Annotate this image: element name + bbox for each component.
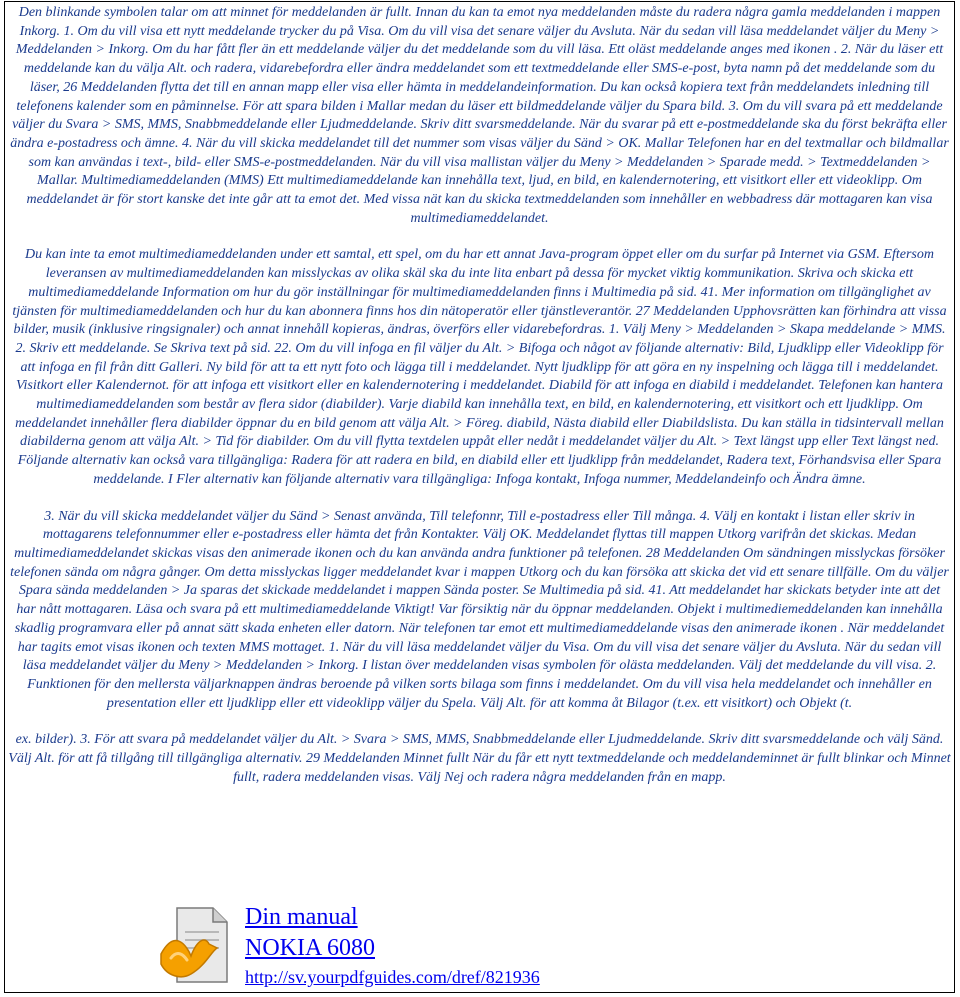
document-page (4, 1, 955, 993)
paragraph-4: ex. bilder). 3. För att svara på meddelandet väljer du Alt. > Svara > SMS, MMS, Snabbmeddelande eller Ljudmeddelande. Skriv ditt svarsmeddelande och välj Sänd. Välj Alt. för att få tillgång till tillgängliga alternativ. 29 Meddelanden Minnet fullt När du får ett nytt textmeddelande och meddelandeminnet är fullt blinkar och Minnet fullt, radera meddelanden visas. Välj Nej och radera några meddelanden från en mapp. (8, 732, 951, 785)
manual-url-link[interactable]: http://sv.yourpdfguides.com/dref/821936 (245, 967, 540, 987)
paragraph-3: 3. När du vill skicka meddelandet väljer du Sänd > Senast använda, Till telefonnr, Till e-postadress eller Till många. 4. Välj en kontakt i listan eller skriv in mottagarens telefonnummer eller e-postadress eller hämta det från Kontakter. Välj OK. Meddelandet flyttas till mappen Utkorg varifrån det skickas. Medan multimediameddelandet skickas visas den animerade ikonen och du kan använda andra funktioner på telefonen. 28 Meddelanden Om sändningen misslyckas försöker telefonen sända om några gånger. Om detta misslyckas ligger meddelandet kvar i mappen Utkorg och du kan försöka att skicka det vid ett senare tillfälle. Om du väljer Spara sända meddelanden > Ja sparas det skickade meddelandet i mappen Sända poster. Se Multimedia på sid. 41. Att meddelandet har skickats betyder inte att det har nått mottagaren. Läsa och svara på ett multimediameddelande Viktigt! Var försiktig när du öppnar meddelanden. Objekt i multimediemeddelanden kan innehålla skadlig programvara eller på annat sätt skada enheten eller datorn. När telefonen tar emot ett multimediameddelande visas den animerade ikonen . När meddelandet har tagits emot visas ikonen och texten MMS mottaget. 1. När du vill läsa meddelandet väljer du Visa. Om du vill visa det senare väljer du Avsluta. När du sedan vill läsa meddelandet väljer du Meny > Meddelanden > Inkorg. I listan över meddelanden visas symbolen för olästa meddelanden. Välj det meddelande du vill visa. 2. Funktionen för den mellersta väljarknappen ändras beroende på vilken sorts bilaga som finns i meddelandet. Om du vill visa hela meddelandet och innehåller en presentation eller ett ljudklipp eller ett videoklipp väljer du Spela. Välj Alt. för att komma åt Bilagor (t.ex. ett visitkort) och Objekt (t. (10, 508, 949, 711)
pdf-document-icon (157, 902, 243, 988)
paragraph-2: Du kan inte ta emot multimediameddelanden under ett samtal, ett spel, om du har ett annat Java-program öppet eller om du surfar på Internet via GSM. Eftersom leveransen av multimediameddelanden kan misslyckas av olika skäl ska du inte lita enbart på dessa för mycket viktig kommunikation. Skriva och skicka ett multimediameddelande Information om hur du gör inställningar för multimediameddelanden finns i Multimedia på sid. 41. Mer information om tillgänglighet av tjänsten för multimediameddelanden och hur du kan abonnera finns hos din nätoperatör eller tjänstleverantör. 27 Meddelanden Upphovsrätten kan förhindra att vissa bilder, musik (inklusive ringsignaler) och annat innehåll kopieras, ändras, överförs eller vidarebefordras. 1. Välj Meny > Meddelanden > Skapa meddelande > MMS. 2. Skriv ett meddelande. Se Skriva text på sid. 22. Om du vill infoga en fil väljer du Alt. > Bifoga och något av följande alternativ: Bild, Ljudklipp eller Videoklipp för att infoga en fil från ditt Galleri. Ny bild för att ta ett nytt foto och lägga till i meddelandet. Nytt ljudklipp för att göra en ny inspelning och lägga till i meddelandet. Visitkort eller Kalendernot. för att infoga ett visitkort eller en kalendernotering i meddelandet. Diabild för att infoga en diabild i meddelandet. Telefonen kan hantera multimediameddelanden som består av flera sidor (diabilder). Varje diabild kan innehålla text, en bild, en kalendernotering, ett visitkort och ett ljudklipp. Om meddelandet innehåller flera diabilder öppnar du en bild genom att välja Alt. > Föreg. diabild, Nästa diabild eller Diabildslista. Du kan ställa in tidsintervall mellan diabilderna genom att välja Alt. > Tid för diabilder. Om du vill flytta textdelen uppåt eller nedåt i meddelandet väljer du Alt. > Text längst upp eller Text längst ned. Följande alternativ kan också vara tillgängliga: Radera för att radera en bild, en diabild eller ett ljudklipp från meddelandet, Radera text, Förhandsvisa eller Spara meddelande. I Fler alternativ kan följande alternativ vara tillgängliga: Infoga kontakt, Infoga nummer, Meddelandeinfo och Ändra ämne. (12, 247, 947, 487)
footer-links (245, 902, 540, 989)
manual-footer (157, 900, 597, 992)
manual-title-link[interactable]: Din manual (245, 904, 358, 930)
document-text (8, 4, 951, 787)
paragraph-1: Den blinkande symbolen talar om att minnet för meddelanden är fullt. Innan du kan ta emot nya meddelanden måste du radera några gamla meddelanden i mappen Inkorg. 1. Om du vill visa ett nytt meddelande trycker du på Visa. Om du vill visa det senare väljer du Avsluta. När du sedan vill läsa meddelandet väljer du Meny > Meddelanden > Inkorg. Om du har fått fler än ett meddelande väljer du det meddelande som du vill läsa. Ett oläst meddelande anges med ikonen . 2. När du läser ett meddelande kan du välja Alt. och radera, vidarebefordra eller ändra meddelandet som ett textmeddelande eller SMS-e-post, byta namn på det meddelande som du läser, 26 Meddelanden flytta det till en annan mapp eller visa eller hämta in meddelandeinformation. Du kan också kopiera text från meddelandets inledning till telefonens kalender som en påminnelse. För att spara bilden i Mallar medan du läser ett bildmeddelande väljer du Spara bild. 3. Om du vill svara på ett meddelande väljer du Svara > SMS, MMS, Snabbmeddelande eller Ljudmeddelande. Skriv ditt svarsmeddelande. När du svarar på ett e-postmeddelande ska du först bekräfta eller ändra e-postadress och ämne. 4. När du vill skicka meddelandet till det nummer som visas väljer du Sänd > OK. Mallar Telefonen har en del textmallar och bildmallar som kan användas i text-, bild- eller SMS-e-postmeddelanden. När du vill visa mallistan väljer du Meny > Meddelanden > Sparade medd. > Textmeddelanden > Mallar. Multimediameddelanden (MMS) Ett multimediameddelande kan innehålla text, ljud, en bild, en kalendernotering, ett visitkort eller ett videoklipp. Om meddelandet är för stort kanske det inte går att ta emot det. Med vissa nät kan du skicka textmeddelanden som innehåller en webbadress där mottagaren kan visa multimediameddelandet. (10, 5, 949, 226)
product-link[interactable]: NOKIA 6080 (245, 935, 375, 961)
